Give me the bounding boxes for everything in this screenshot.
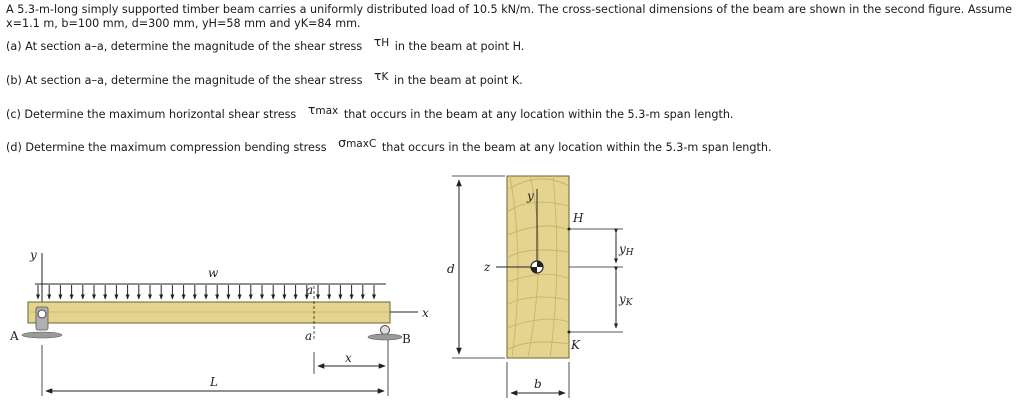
timber-beam	[28, 302, 390, 323]
x-dimension-label: x	[345, 351, 352, 365]
question-d-tail: that occurs in the beam at any location within the 5.3-m span length.	[381, 141, 772, 154]
roller-support-b	[368, 326, 402, 341]
question-c-tail: that occurs in the beam at any location within the 5.3-m span length.	[343, 108, 734, 121]
l-dimension-label: L	[210, 375, 218, 389]
distributed-load	[35, 284, 386, 299]
load-w-label: w	[208, 266, 219, 280]
section-z-label: z	[484, 260, 491, 274]
yk-label: yK	[619, 292, 633, 308]
section-y-label: y	[527, 189, 534, 203]
question-a-tail: in the beam at point H.	[394, 40, 525, 53]
question-b-tail: in the beam at point K.	[393, 74, 523, 87]
question-b-text: (b) At section a–a, determine the magnitude of the shear stress	[6, 74, 363, 87]
beam-y-label: y	[30, 248, 37, 262]
support-b-label: B	[402, 332, 411, 346]
yh-label: yH	[619, 242, 634, 258]
problem-line-2: x=1.1 m, b=100 mm, d=300 mm, yH=58 mm and yK=84 mm.	[6, 17, 361, 30]
problem-line-1: A 5.3-m-long simply supported timber beam carries a uniformly distributed load of 10.5 kN/m. The cross-sectional dimensions of the beam are shown in the second figure. Assume	[6, 3, 1013, 16]
cross-section-figure	[447, 176, 634, 398]
beam-x-label: x	[422, 306, 429, 320]
beam-figure	[9, 248, 429, 396]
tau-k-symbol: τK	[373, 68, 389, 83]
tau-h-symbol: τH	[373, 34, 390, 49]
section-a-top-label: a	[306, 283, 314, 297]
tau-max-symbol: τmax	[307, 102, 339, 117]
d-dimension-label: d	[447, 262, 455, 276]
section-a-bottom-label: a	[305, 329, 313, 343]
point-h-label: H	[573, 211, 584, 225]
question-d-text: (d) Determine the maximum compression bending stress	[6, 141, 327, 154]
point-k-label: K	[571, 338, 580, 352]
question-a-text: (a) At section a–a, determine the magnitude of the shear stress	[6, 40, 363, 53]
b-dimension-label: b	[534, 377, 542, 391]
support-a-label: A	[10, 329, 19, 343]
question-c-text: (c) Determine the maximum horizontal shear stress	[6, 108, 297, 121]
sigma-maxc-symbol: σmaxC	[338, 135, 377, 150]
centroid-icon	[531, 261, 543, 273]
